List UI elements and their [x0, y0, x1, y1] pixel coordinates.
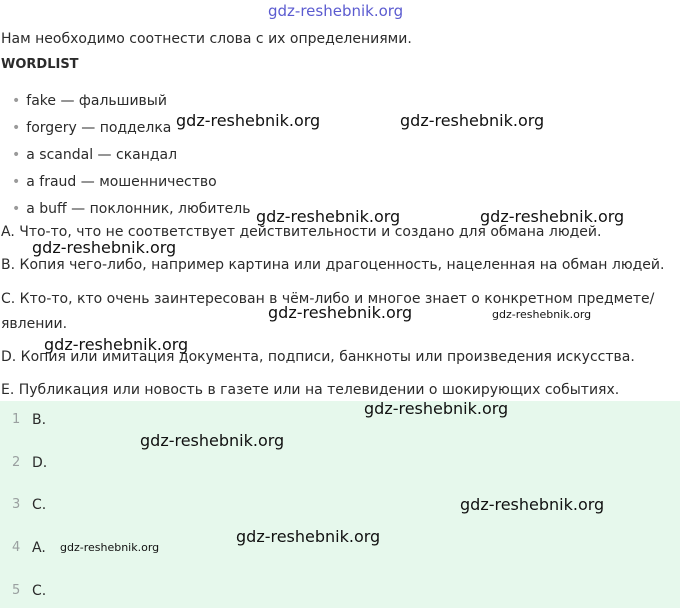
watermark: gdz-reshebnik.org: [256, 207, 401, 226]
watermark: gdz-reshebnik.org: [400, 111, 545, 130]
watermark: gdz-reshebnik.org: [236, 527, 381, 546]
definition-d: D. Копия или имитация документа, подписи, банкноты или произведения искусства.: [1, 349, 635, 365]
bullet-icon: •: [12, 93, 21, 109]
watermark: gdz-reshebnik.org: [176, 111, 321, 130]
watermark: gdz-reshebnik.org: [460, 495, 605, 514]
definition-c: C. Кто-то, кто очень заинтересован в чём-либо и многое знает о конкретном предмете/: [1, 291, 655, 307]
answer-value: C.: [32, 583, 47, 599]
intro-text: Нам необходимо соотнести слова с их определениями.: [1, 31, 412, 47]
bullet-icon: •: [12, 201, 21, 217]
watermark: gdz-reshebnik.org: [492, 308, 592, 321]
watermark: gdz-reshebnik.org: [140, 431, 285, 450]
watermark: gdz-reshebnik.org: [44, 335, 189, 354]
definition-a: A. Что-то, что не соответствует действительности и создано для обмана людей.: [1, 224, 602, 240]
watermark: gdz-reshebnik.org: [480, 207, 625, 226]
answer-number: 3: [12, 497, 21, 512]
definition-b: B. Копия чего-либо, например картина или драгоценность, нацеленная на обман людей.: [1, 257, 665, 273]
wordlist-item: • forgery — подделка: [12, 120, 172, 136]
answer-number: 2: [12, 455, 21, 470]
answer-value: A.: [32, 540, 46, 556]
wordlist-item: • a fraud — мошенничество: [12, 174, 217, 190]
answer-number: 1: [12, 412, 21, 427]
bullet-icon: •: [12, 174, 21, 190]
answer-value: C.: [32, 497, 47, 513]
answer-number: 4: [12, 540, 21, 555]
wordlist-heading: WORDLIST: [1, 57, 79, 72]
bullet-icon: •: [12, 120, 21, 136]
watermark: gdz-reshebnik.org: [268, 303, 413, 322]
answer-value: B.: [32, 412, 47, 428]
definition-c-continued: явлении.: [1, 316, 68, 332]
header-watermark: gdz-reshebnik.org: [268, 2, 404, 20]
answer-value: D.: [32, 455, 48, 471]
watermark: gdz-reshebnik.org: [364, 399, 509, 418]
wordlist-item: • a scandal — скандал: [12, 147, 178, 163]
wordlist-item: • a buff — поклонник, любитель: [12, 201, 251, 217]
answer-number: 5: [12, 583, 21, 598]
watermark: gdz-reshebnik.org: [32, 238, 177, 257]
bullet-icon: •: [12, 147, 21, 163]
definition-e: E. Публикация или новость в газете или на телевидении о шокирующих событиях.: [1, 382, 620, 398]
watermark: gdz-reshebnik.org: [60, 541, 160, 554]
wordlist-item: • fake — фальшивый: [12, 93, 167, 109]
